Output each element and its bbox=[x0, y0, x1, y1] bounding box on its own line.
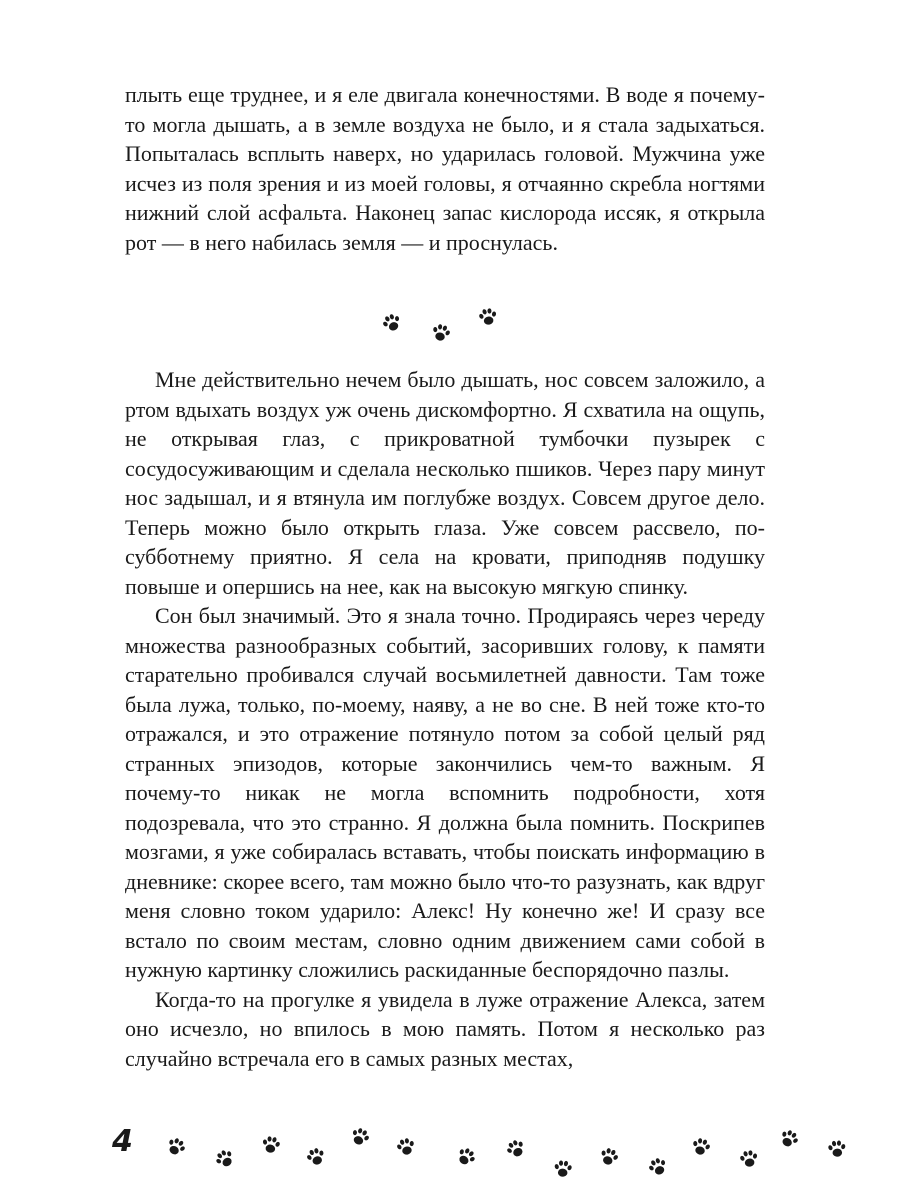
paw-print-icon bbox=[501, 1134, 531, 1164]
paw-print-icon bbox=[258, 1132, 283, 1157]
paw-print-icon bbox=[595, 1143, 623, 1171]
paw-print-icon bbox=[161, 1132, 191, 1162]
paw-print-icon bbox=[428, 320, 455, 347]
paw-print-icon bbox=[451, 1142, 482, 1173]
paw-print-icon bbox=[377, 308, 406, 337]
paw-print-icon bbox=[736, 1146, 761, 1171]
paragraph: Сон был значимый. Это я знала точно. Продираясь через череду множества разнообразных событий, засоривших голову, к памяти старательно пробивался случай восьмилетней давности. Там тоже была лужа, только, по-моему, наяву, а не во сне. В ней тоже кто-то отражался, и это отражение потянуло потом за собой целый ряд странных эпизодов, которые закончились чем-то важным. Я почему-то никак не могла вспомнить подробности, хотя подозревала, что это странно. Я должна была помнить. Поскрипев мозгами, я уже собиралась вставать, чтобы поискать информацию в дневнике: скорее всего, там можно было что-то разузнать, как вдруг меня словно током ударило: Алекс! Ну конечно же! И сразу все встало по своим местам, словно одним движением сами собой в нужную картинку сложились раскиданные беспорядочно пазлы. bbox=[125, 603, 765, 982]
paw-print-icon bbox=[643, 1152, 672, 1181]
paw-print-icon bbox=[302, 1143, 330, 1171]
text-block-top bbox=[125, 80, 765, 257]
paw-print-icon bbox=[774, 1124, 804, 1154]
paragraph: Когда-то на прогулке я увидела в луже отражение Алекса, затем оно исчезло, но впилось в мою память. Потом я несколько раз случайно встречала его в самых разных местах, bbox=[125, 986, 765, 1071]
text-block-main bbox=[125, 365, 765, 1073]
paw-print-icon bbox=[475, 304, 500, 329]
paw-print-icon bbox=[551, 1157, 575, 1181]
page-number: 4 bbox=[112, 1124, 133, 1159]
paragraph: плыть еще труднее, и я еле двигала конечностями. В воде я почему-то могла дышать, а в земле воздуха не было, и я стала задыхаться. Попыталась всплыть наверх, но ударилась головой. Мужчина уже исчез из поля зрения и из моей головы, я отчаянно скребла ногтями нижний слой асфальта. Наконец запас кислорода иссяк, я открыла рот — в него набилась земля — и проснулась. bbox=[125, 82, 765, 255]
paragraph: Мне действительно нечем было дышать, нос совсем заложило, а ртом вдыхать воздух уж очень дискомфортно. Я схватила на ощупь, не открывая глаз, с прикроватной тумбочки пузырек с сосудосуживающим и сделала несколько пшиков. Через пару минут нос задышал, и я втянула им поглубже воздух. Совсем другое дело. Теперь можно было открыть глаза. Уже совсем рассвело, по-субботнему приятно. Я села на кровати, приподняв подушку повыше и опершись на нее, как на высокую мягкую спинку. bbox=[125, 367, 765, 599]
paw-print-icon bbox=[393, 1134, 420, 1161]
paw-print-icon bbox=[825, 1137, 849, 1161]
paw-print-icon bbox=[688, 1134, 715, 1161]
paw-print-icon bbox=[345, 1122, 374, 1151]
paw-print-icon bbox=[210, 1144, 241, 1175]
